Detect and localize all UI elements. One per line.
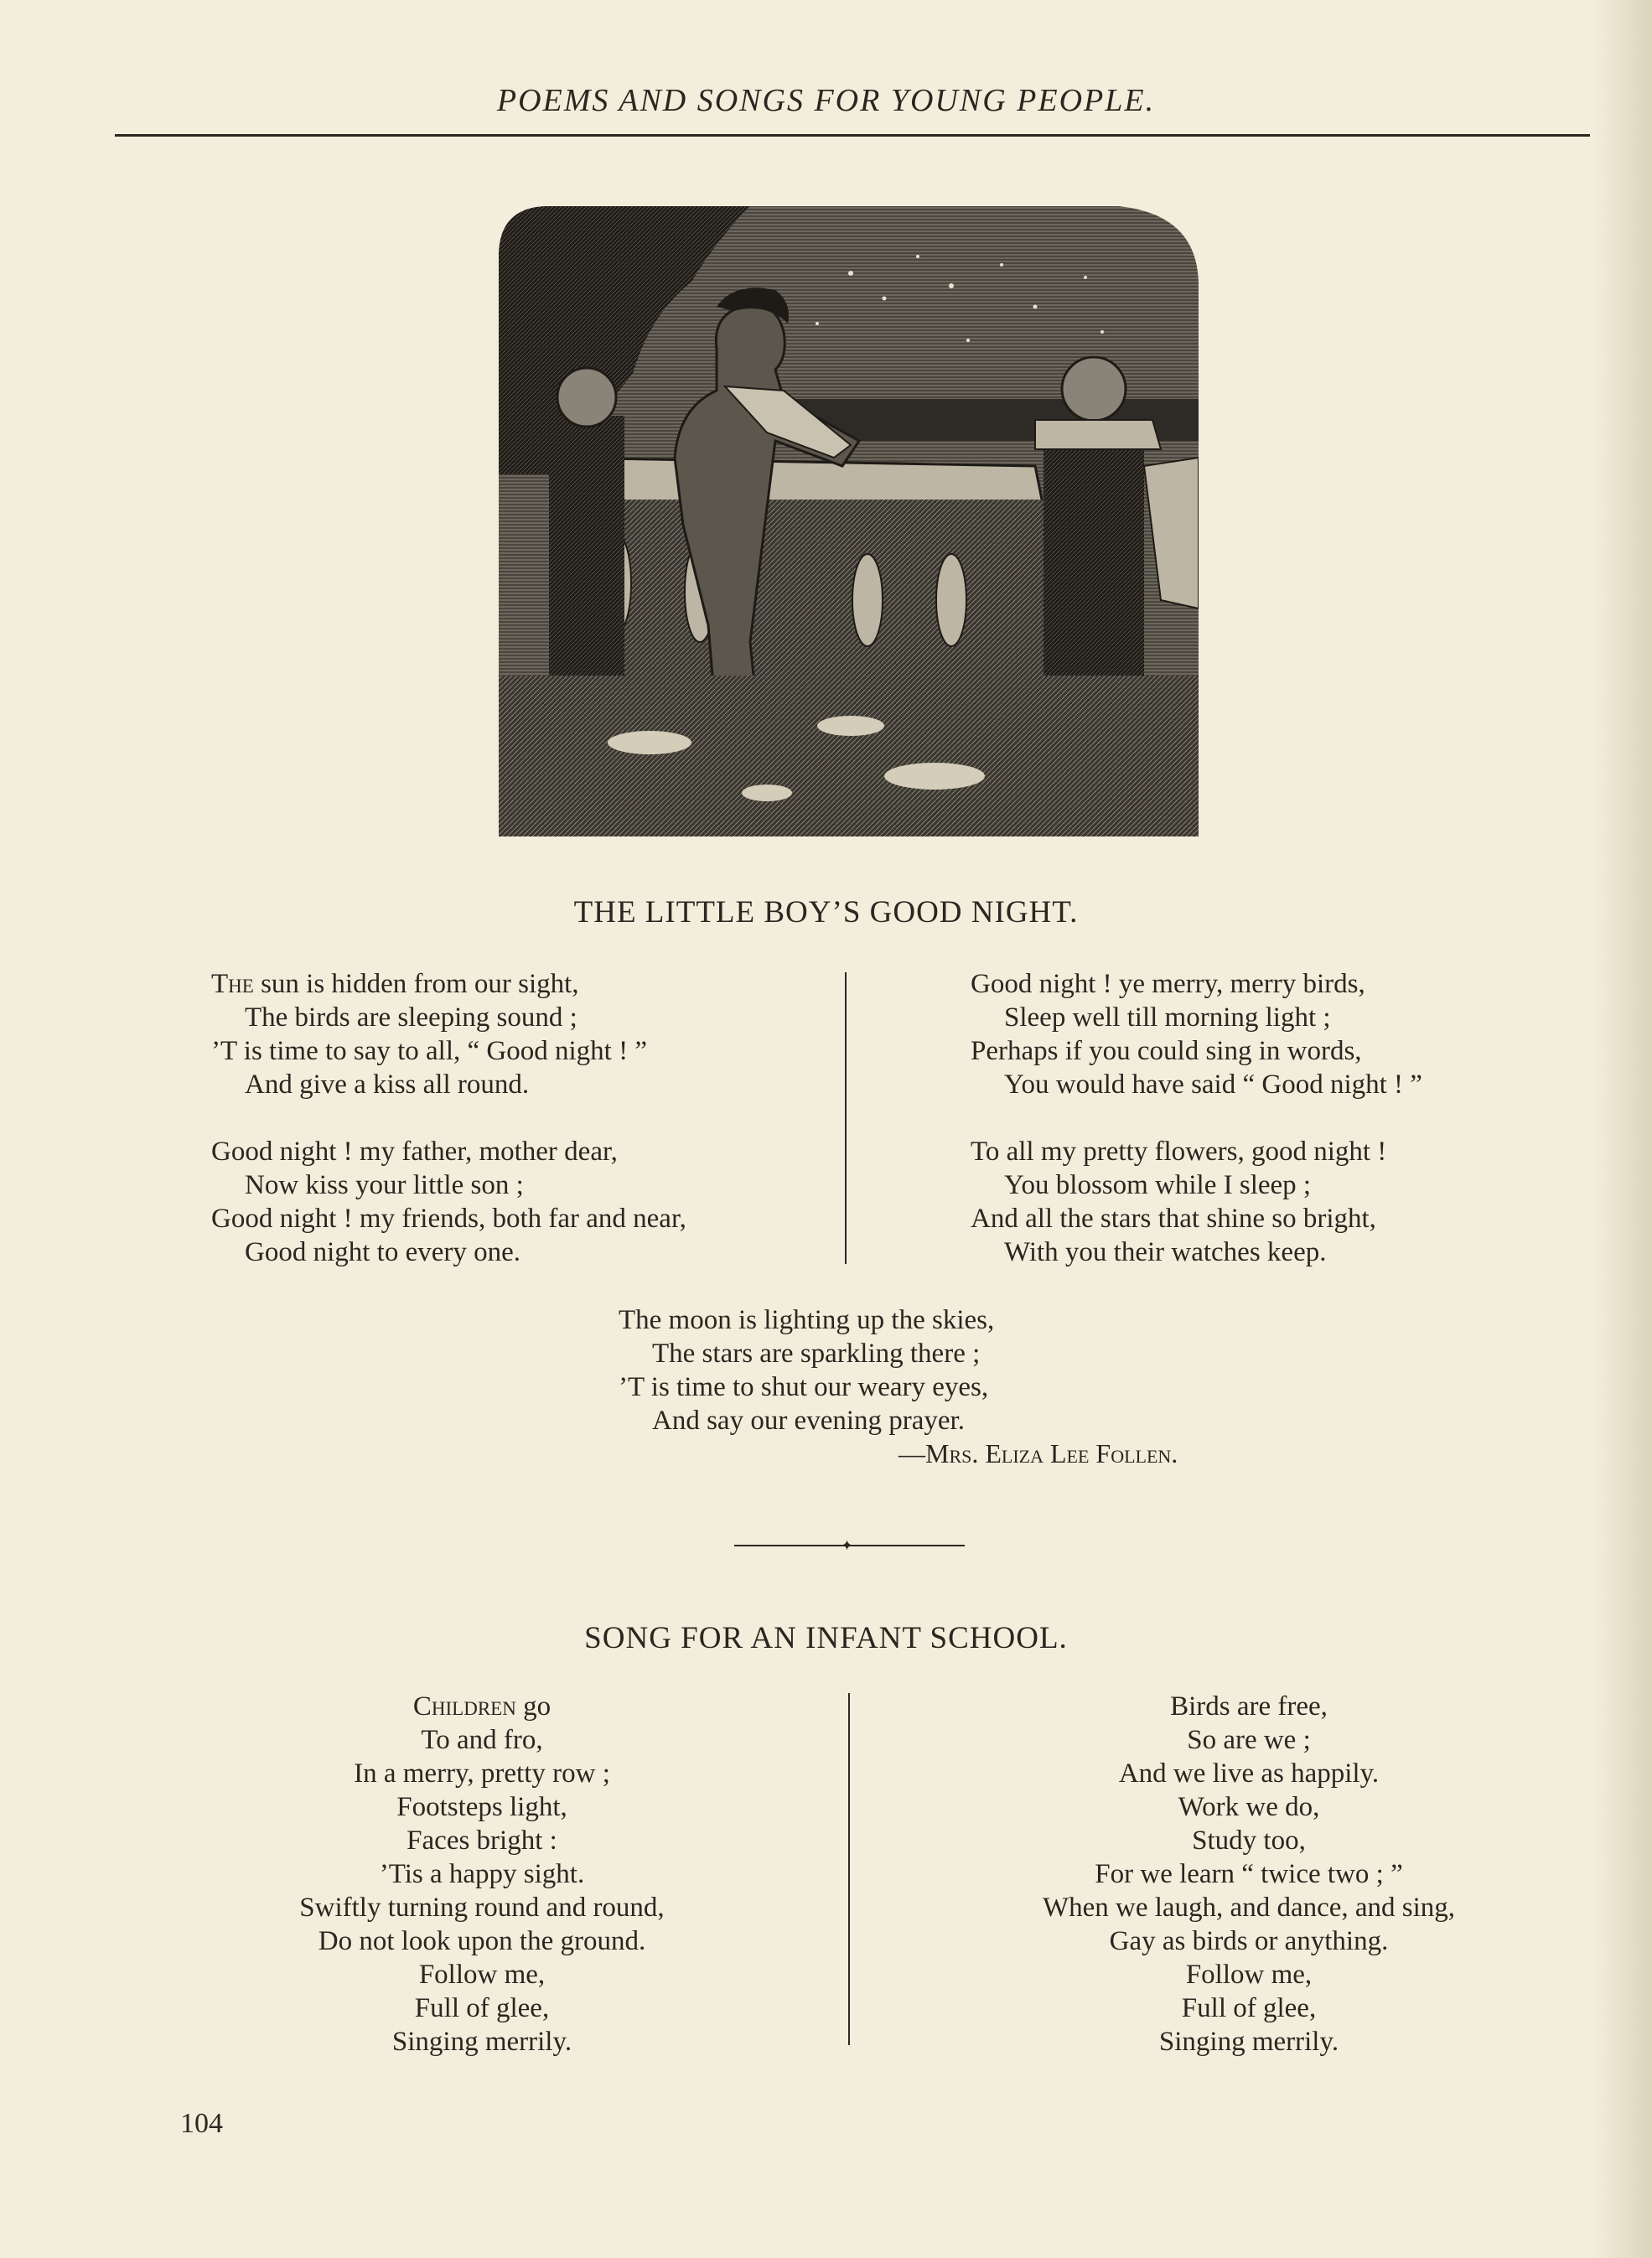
poem-line: Work we do, <box>1178 1792 1320 1822</box>
line-rest: sun is hidden from our sight, <box>253 969 579 999</box>
header-rule <box>115 134 1590 137</box>
poem1-title: THE LITTLE BOY’S GOOD NIGHT. <box>573 895 1079 930</box>
poem-line: Singing merrily. <box>391 2027 572 2057</box>
poem-line: ’Tis a happy sight. <box>379 1859 585 1889</box>
poem-line: You would have said “ Good night ! ” <box>1004 1069 1422 1100</box>
poem-line <box>243 1690 721 1723</box>
poem-line: Swiftly turning round and round, <box>299 1893 665 1923</box>
poem-line: ’T is time to say to all, “ Good night ! ” <box>211 1036 647 1066</box>
poem1-left-column <box>211 967 686 1269</box>
poem-line: Footsteps light, <box>396 1792 567 1822</box>
poem-line: Sleep well till morning light ; <box>1004 1002 1331 1033</box>
poem-line: Follow me, <box>1185 1960 1313 1990</box>
poem2-right-column <box>989 1690 1509 2059</box>
column-rule <box>845 972 847 1264</box>
poem-line: Follow me, <box>418 1960 546 1990</box>
poem-line: And give a kiss all round. <box>245 1069 530 1100</box>
poem-line: The stars are sparkling there ; <box>652 1339 981 1369</box>
poem-line: Do not look upon the ground. <box>318 1926 646 1956</box>
drop-word: The <box>211 969 254 999</box>
poem-line: Gay as birds or anything. <box>1109 1926 1389 1956</box>
poem1-attribution: —Mrs. Eliza Lee Follen. <box>899 1438 1178 1468</box>
poem-line: Full of glee, <box>414 1993 550 2023</box>
poem-line: Now kiss your little son ; <box>245 1170 524 1200</box>
engraving-boy-looking-at-stars-icon <box>499 206 1199 836</box>
poem-line: You blossom while I sleep ; <box>1004 1170 1312 1200</box>
poem-line: And say our evening prayer. <box>652 1406 965 1436</box>
poem-line: And all the stars that shine so bright, <box>971 1204 1376 1234</box>
poem-line: So are we ; <box>1187 1725 1311 1755</box>
running-head: POEMS AND SONGS FOR YOUNG PEOPLE. <box>496 83 1156 118</box>
poem-line: Good night ! my father, mother dear, <box>211 1137 618 1167</box>
separator-ornament-icon: ✦ <box>841 1537 854 1554</box>
poem-line: Birds are free, <box>1170 1691 1328 1722</box>
poem-line: To all my pretty flowers, good night ! <box>971 1137 1387 1167</box>
poem-line: The moon is lighting up the skies, <box>619 1305 995 1335</box>
poem-line: Good night ! ye merry, merry birds, <box>971 969 1365 999</box>
poem2-title: SONG FOR AN INFANT SCHOOL. <box>584 1621 1068 1655</box>
poem2-left-column <box>243 1690 721 2059</box>
column-rule <box>848 1693 850 2045</box>
poem-line: And we live as happily. <box>1118 1758 1380 1789</box>
poem-line: Full of glee, <box>1181 1993 1317 2023</box>
poem-line: Good night ! my friends, both far and near, <box>211 1204 686 1234</box>
line-rest: go <box>515 1691 552 1722</box>
poem-line: Good night to every one. <box>245 1237 521 1267</box>
poem-line: In a merry, pretty row ; <box>354 1758 610 1789</box>
page-number: 104 <box>180 2108 223 2139</box>
page-edge-shading <box>1593 0 1652 2258</box>
poem-line: To and fro, <box>421 1725 543 1755</box>
poem-line: The birds are sleeping sound ; <box>245 1002 577 1033</box>
poem-line: When we laugh, and dance, and sing, <box>1042 1893 1456 1923</box>
poem-line: Singing merrily. <box>1158 2027 1339 2057</box>
poem-line: Faces bright : <box>407 1826 557 1856</box>
poem-line: Study too, <box>1192 1826 1306 1856</box>
poem-line: With you their watches keep. <box>1004 1237 1327 1267</box>
poem-line: ’T is time to shut our weary eyes, <box>619 1372 989 1402</box>
poem1-right-column <box>971 967 1422 1269</box>
drop-word: Children <box>412 1691 516 1722</box>
poem-line <box>211 967 686 1001</box>
poem-line: Perhaps if you could sing in words, <box>971 1036 1362 1066</box>
poem-line: For we learn “ twice two ; ” <box>1095 1859 1403 1889</box>
poem1-final-stanza <box>619 1303 994 1437</box>
